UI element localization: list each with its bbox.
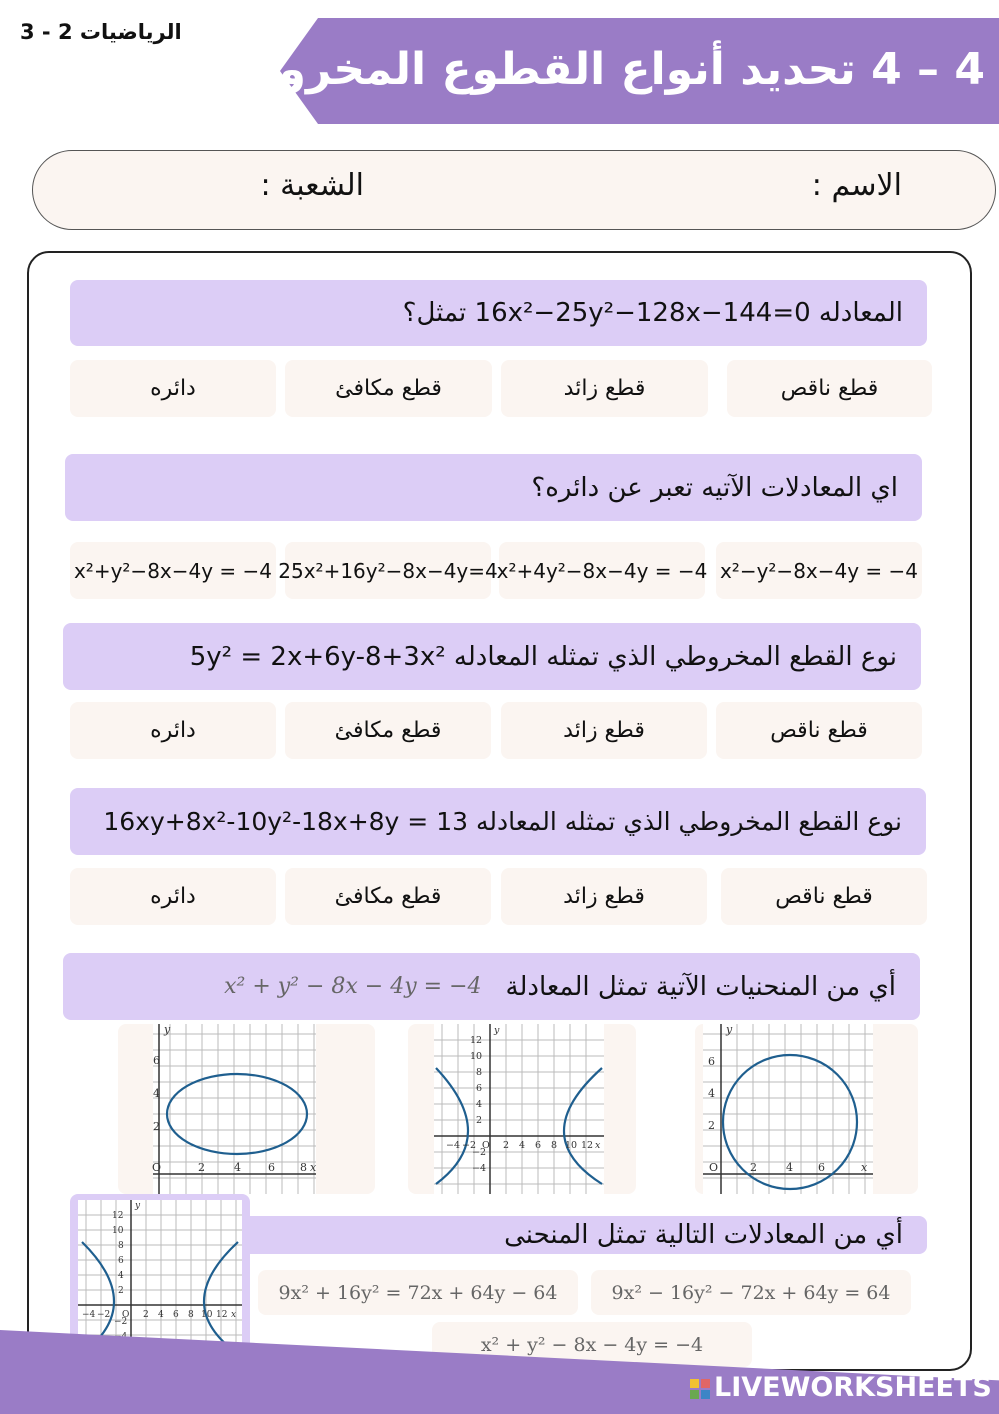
q5-graph-option-ellipse[interactable] xyxy=(118,1024,375,1194)
tick-label: 2 xyxy=(153,1120,160,1133)
tick-label: 6 xyxy=(173,1310,179,1320)
tick-label: 2 xyxy=(503,1140,510,1151)
tick-label: 2 xyxy=(708,1119,715,1132)
tick-label: 4 xyxy=(708,1087,715,1100)
tick-label: 6 xyxy=(535,1140,542,1151)
y-axis-label: y xyxy=(494,1025,500,1036)
tick-label: 4 xyxy=(476,1099,483,1110)
tick-label: 6 xyxy=(818,1161,825,1174)
q4-option-4[interactable]: دائره xyxy=(70,868,276,925)
tick-label: O xyxy=(482,1140,490,1151)
q1-option-4[interactable]: دائره xyxy=(70,360,276,417)
tick-label: 12 xyxy=(581,1140,594,1151)
q6-option-2[interactable]: 9x² + 16y² = 72x + 64y − 64 xyxy=(258,1270,578,1315)
tick-label: 12 xyxy=(216,1310,228,1320)
question-5-equation: x² + y² − 8x − 4y = −4 xyxy=(224,974,482,999)
question-3: نوع القطع المخروطي الذي تمثله المعادله 5y² = 2x+6y-8+3x² xyxy=(63,623,921,690)
tick-label: 6 xyxy=(268,1161,275,1174)
q1-option-3[interactable]: قطع مكافئ xyxy=(285,360,492,417)
q1-option-2[interactable]: قطع زائد xyxy=(501,360,708,417)
subject-label: الرياضيات 2 - 3 xyxy=(20,20,182,44)
brand-logo xyxy=(690,1372,990,1408)
tick-label: −2 xyxy=(472,1147,487,1158)
tick-label: 6 xyxy=(476,1083,483,1094)
tick-label: 10 xyxy=(470,1051,483,1062)
tick-label: 10 xyxy=(112,1226,124,1236)
x-axis-label: x xyxy=(310,1161,317,1174)
y-axis-label: y xyxy=(726,1024,733,1036)
tick-label: 12 xyxy=(470,1035,483,1046)
q2-option-4[interactable]: x²+y²−8x−4y = −4 xyxy=(70,542,276,599)
ellipse-graph xyxy=(118,1024,375,1194)
hyperbola-graph xyxy=(408,1024,636,1194)
tick-label: −2 xyxy=(114,1317,128,1327)
q1-option-1[interactable]: قطع ناقص xyxy=(727,360,932,417)
tick-label: 2 xyxy=(143,1310,149,1320)
question-4: نوع القطع المخروطي الذي تمثله المعادله 13 = 16xy+8x²-10y²-18x+8y xyxy=(70,788,926,855)
tick-label: 8 xyxy=(118,1241,124,1251)
section-label: الشعبة : xyxy=(260,168,364,203)
q2-option-1[interactable]: x²−y²−8x−4y = −4 xyxy=(716,542,922,599)
page-title: 4 – 4 تحديد أنواع القطوع المخروطية xyxy=(192,44,985,95)
q6-option-1[interactable]: 9x² − 16y² − 72x + 64y = 64 xyxy=(591,1270,911,1315)
tick-label: −2 xyxy=(97,1310,111,1320)
question-6: أي من المعادلات التالية تمثل المنحنى xyxy=(250,1216,927,1254)
q5-graph-option-circle[interactable] xyxy=(695,1024,918,1194)
q4-option-1[interactable]: قطع ناقص xyxy=(721,868,927,925)
y-axis-label: y xyxy=(135,1201,141,1211)
brand-name: LIVEWORKSHEETS xyxy=(714,1372,992,1403)
tick-label: 8 xyxy=(188,1310,194,1320)
tick-label: 4 xyxy=(153,1087,160,1100)
tick-label: 8 xyxy=(551,1140,558,1151)
q5-graph-option-hyperbola[interactable] xyxy=(408,1024,636,1194)
tick-label: 8 xyxy=(476,1067,483,1078)
tick-label: 8 xyxy=(300,1161,307,1174)
tick-label: O xyxy=(122,1310,130,1320)
question-1: المعادله 16x²−25y²−128x−144=0 تمثل؟ xyxy=(70,280,927,346)
q4-option-2[interactable]: قطع زائد xyxy=(501,868,707,925)
tick-label: −4 xyxy=(446,1140,461,1151)
question-5-text: أي من المنحنيات الآتية تمثل المعادلة xyxy=(505,971,896,1002)
tick-label: 6 xyxy=(118,1256,124,1266)
x-axis-label: x xyxy=(231,1310,237,1320)
tick-label: −4 xyxy=(472,1163,487,1174)
tick-label: 2 xyxy=(750,1161,757,1174)
brand-logo-icon xyxy=(690,1379,710,1399)
tick-label: 6 xyxy=(708,1055,715,1068)
q3-option-4[interactable]: دائره xyxy=(70,702,276,759)
q4-option-3[interactable]: قطع مكافئ xyxy=(285,868,491,925)
name-label: الاسم : xyxy=(811,168,902,203)
question-5 xyxy=(63,953,920,1020)
tick-label: 6 xyxy=(153,1054,160,1067)
x-axis-label: x xyxy=(861,1161,868,1174)
tick-label: 4 xyxy=(158,1310,164,1320)
tick-label: −4 xyxy=(82,1310,96,1320)
tick-label: 4 xyxy=(519,1140,526,1151)
q2-option-2[interactable]: x²+4y²−8x−4y = −4 xyxy=(499,542,705,599)
tick-label: O xyxy=(152,1161,162,1174)
tick-label: 4 xyxy=(118,1271,124,1281)
tick-label: O xyxy=(709,1161,719,1174)
tick-label: 2 xyxy=(118,1286,124,1296)
tick-label: 4 xyxy=(234,1161,241,1174)
tick-label: 4 xyxy=(786,1161,793,1174)
tick-label: 2 xyxy=(476,1115,483,1126)
q3-option-2[interactable]: قطع زائد xyxy=(501,702,707,759)
q2-option-3[interactable]: 25x²+16y²−8x−4y=4 xyxy=(285,542,491,599)
y-axis-label: y xyxy=(164,1024,171,1036)
tick-label: −2 xyxy=(462,1140,477,1151)
tick-label: 2 xyxy=(198,1161,205,1174)
q3-option-3[interactable]: قطع مكافئ xyxy=(285,702,491,759)
circle-graph xyxy=(695,1024,918,1194)
tick-label: 12 xyxy=(112,1211,124,1221)
x-axis-label: x xyxy=(595,1140,601,1151)
tick-label: 10 xyxy=(565,1140,578,1151)
q3-option-1[interactable]: قطع ناقص xyxy=(716,702,922,759)
question-2: اي المعادلات الآتيه تعبر عن دائره؟ xyxy=(65,454,922,521)
tick-label: 10 xyxy=(201,1310,213,1320)
q6-option-3[interactable]: x² + y² − 8x − 4y = −4 xyxy=(432,1322,752,1367)
